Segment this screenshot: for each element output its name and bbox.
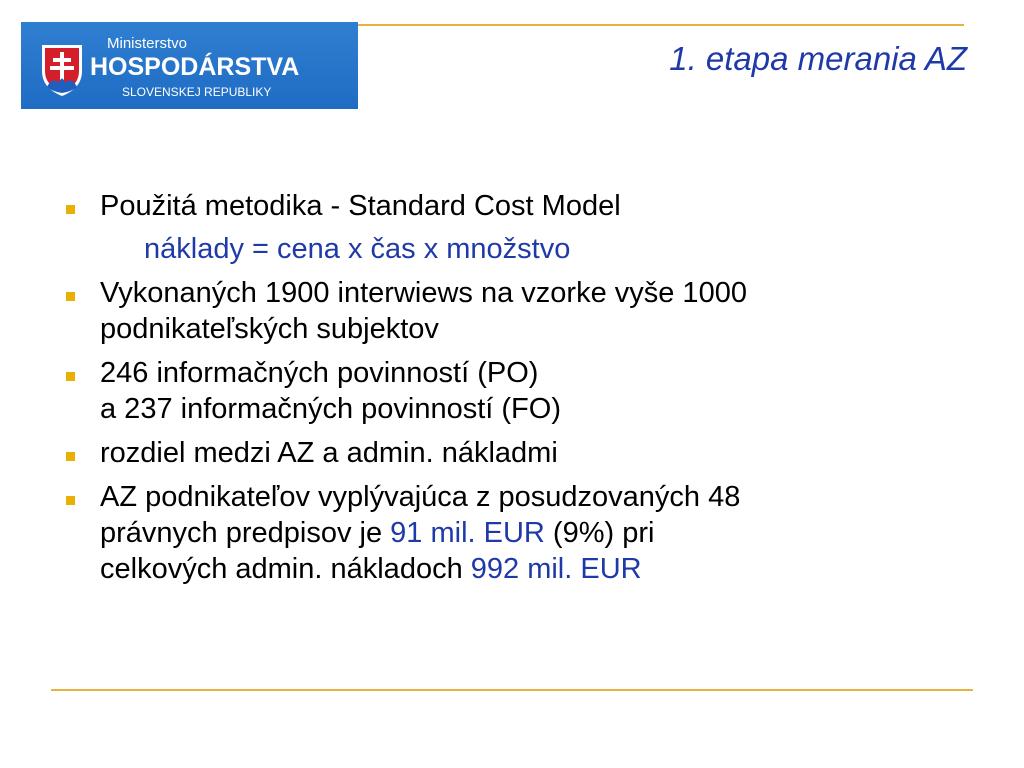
bullet-list [0,188,1024,595]
bullet-text-line2c: (9%) pri [544,517,655,549]
bullet-text-line1: 246 informačných povinností (PO) [100,357,539,389]
bullet-item-difference [0,435,1024,471]
bullet-item-methodology [0,188,1024,267]
bottom-divider [51,689,973,691]
burden-amount: 91 mil. EUR [390,517,545,549]
bullet-square-icon [66,205,75,214]
formula-text: náklady = cena x čas x množstvo [144,233,571,265]
logo-republiky: SLOVENSKEJ REPUBLIKY [122,85,272,99]
bullet-text-line2: podnikateľských subjektov [100,313,439,345]
slide-title: 1. etapa merania AZ [669,40,967,77]
bullet-text: Použitá metodika - Standard Cost Model [100,190,621,222]
bullet-square-icon [66,452,75,461]
bullet-text-line1: AZ podnikateľov vyplývajúca z posudzovaných 48 [100,481,741,513]
coat-of-arms-icon [39,43,85,97]
logo-ministerstvo: Ministerstvo [107,35,188,52]
bullet-text: rozdiel medzi AZ a admin. nákladmi [100,437,558,469]
bullet-text-line2a: právnych predpisov je [100,517,391,549]
total-costs-amount: 992 mil. EUR [470,553,642,585]
bullet-item-burden [0,479,1024,587]
ministry-logo [21,22,358,109]
bullet-text-line1: Vykonaných 1900 interwiews na vzorke vyše 1000 [100,277,747,309]
bullet-text-line3a: celkových admin. nákladoch [100,553,471,585]
bullet-item-interviews [0,275,1024,347]
bullet-square-icon [66,292,75,301]
logo-hospodarstva: HOSPODÁRSTVA [90,53,300,81]
top-divider [358,24,964,26]
bullet-text-line2: a 237 informačných povinností (FO) [100,393,561,425]
bullet-item-obligations [0,355,1024,427]
bullet-square-icon [66,496,75,505]
bullet-square-icon [66,372,75,381]
